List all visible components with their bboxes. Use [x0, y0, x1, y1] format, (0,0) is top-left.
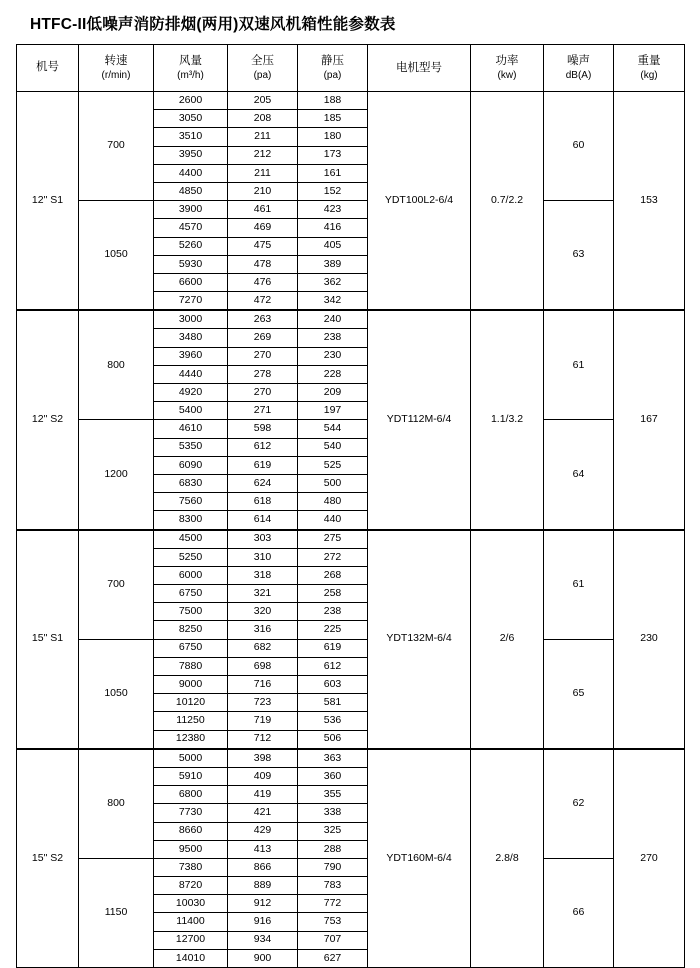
cell-total-pressure: 716: [228, 676, 298, 694]
cell-speed: 1150: [79, 858, 154, 967]
cell-static-pressure: 338: [298, 804, 368, 822]
cell-static-pressure: 161: [298, 164, 368, 182]
cell-static-pressure: 603: [298, 676, 368, 694]
cell-total-pressure: 682: [228, 639, 298, 657]
cell-total-pressure: 624: [228, 474, 298, 492]
table-row: [17, 858, 685, 876]
cell-static-pressure: 188: [298, 92, 368, 110]
cell-static-pressure: 185: [298, 110, 368, 128]
cell-speed: 700: [79, 530, 154, 640]
table-body: [17, 92, 685, 968]
cell-airflow: 12700: [154, 931, 228, 949]
cell-static-pressure: 544: [298, 420, 368, 438]
cell-total-pressure: 934: [228, 931, 298, 949]
cell-static-pressure: 540: [298, 438, 368, 456]
column-header-weight: 重量 (kg): [614, 45, 685, 92]
cell-static-pressure: 209: [298, 384, 368, 402]
cell-power: 2.8/8: [471, 749, 544, 968]
cell-noise: 63: [544, 201, 614, 311]
cell-static-pressure: 480: [298, 493, 368, 511]
column-header-model-no: 机号: [17, 45, 79, 92]
cell-airflow: 3900: [154, 201, 228, 219]
table-row: [17, 530, 685, 549]
cell-model-no: 15" S1: [17, 530, 79, 749]
cell-airflow: 7730: [154, 804, 228, 822]
cell-airflow: 5000: [154, 749, 228, 768]
cell-total-pressure: 303: [228, 530, 298, 549]
cell-total-pressure: 712: [228, 730, 298, 749]
cell-total-pressure: 263: [228, 310, 298, 329]
cell-motor-model: YDT160M-6/4: [368, 749, 471, 968]
cell-total-pressure: 698: [228, 657, 298, 675]
cell-static-pressure: 238: [298, 329, 368, 347]
cell-static-pressure: 342: [298, 292, 368, 311]
cell-static-pressure: 355: [298, 786, 368, 804]
cell-airflow: 3510: [154, 128, 228, 146]
cell-airflow: 11400: [154, 913, 228, 931]
cell-total-pressure: 271: [228, 402, 298, 420]
cell-airflow: 2600: [154, 92, 228, 110]
cell-airflow: 3950: [154, 146, 228, 164]
cell-total-pressure: 475: [228, 237, 298, 255]
cell-static-pressure: 288: [298, 840, 368, 858]
cell-total-pressure: 472: [228, 292, 298, 311]
cell-static-pressure: 238: [298, 603, 368, 621]
column-header-total-pressure: 全压 (pa): [228, 45, 298, 92]
cell-motor-model: YDT100L2-6/4: [368, 92, 471, 311]
cell-static-pressure: 783: [298, 877, 368, 895]
cell-total-pressure: 461: [228, 201, 298, 219]
cell-airflow: 3960: [154, 347, 228, 365]
cell-static-pressure: 389: [298, 255, 368, 273]
cell-speed: 800: [79, 749, 154, 859]
cell-airflow: 6750: [154, 639, 228, 657]
page-title: HTFC-II低噪声消防排烟(两用)双速风机箱性能参数表: [30, 16, 396, 33]
cell-airflow: 4500: [154, 530, 228, 549]
cell-noise: 65: [544, 639, 614, 749]
cell-total-pressure: 270: [228, 347, 298, 365]
cell-static-pressure: 197: [298, 402, 368, 420]
cell-weight: 230: [614, 530, 685, 749]
cell-airflow: 9500: [154, 840, 228, 858]
cell-static-pressure: 405: [298, 237, 368, 255]
cell-static-pressure: 707: [298, 931, 368, 949]
cell-total-pressure: 598: [228, 420, 298, 438]
cell-total-pressure: 212: [228, 146, 298, 164]
cell-airflow: 4440: [154, 365, 228, 383]
cell-airflow: 4400: [154, 164, 228, 182]
cell-motor-model: YDT132M-6/4: [368, 530, 471, 749]
cell-static-pressure: 152: [298, 182, 368, 200]
cell-static-pressure: 525: [298, 456, 368, 474]
cell-total-pressure: 478: [228, 255, 298, 273]
cell-airflow: 8250: [154, 621, 228, 639]
cell-airflow: 5400: [154, 402, 228, 420]
cell-static-pressure: 268: [298, 566, 368, 584]
cell-static-pressure: 790: [298, 858, 368, 876]
cell-total-pressure: 421: [228, 804, 298, 822]
cell-static-pressure: 581: [298, 694, 368, 712]
cell-airflow: 6800: [154, 786, 228, 804]
cell-airflow: 5250: [154, 548, 228, 566]
table-row: [17, 201, 685, 219]
cell-total-pressure: 210: [228, 182, 298, 200]
cell-model-no: 12" S1: [17, 92, 79, 311]
cell-airflow: 6830: [154, 474, 228, 492]
cell-airflow: 10030: [154, 895, 228, 913]
cell-static-pressure: 500: [298, 474, 368, 492]
cell-static-pressure: 423: [298, 201, 368, 219]
column-header-power: 功率 (kw): [471, 45, 544, 92]
cell-total-pressure: 429: [228, 822, 298, 840]
cell-total-pressure: 618: [228, 493, 298, 511]
cell-speed: 1050: [79, 201, 154, 311]
cell-total-pressure: 320: [228, 603, 298, 621]
cell-static-pressure: 240: [298, 310, 368, 329]
cell-total-pressure: 318: [228, 566, 298, 584]
cell-total-pressure: 419: [228, 786, 298, 804]
cell-static-pressure: 362: [298, 273, 368, 291]
cell-static-pressure: 275: [298, 530, 368, 549]
cell-static-pressure: 180: [298, 128, 368, 146]
column-header-noise: 噪声 dB(A): [544, 45, 614, 92]
cell-airflow: 12380: [154, 730, 228, 749]
cell-total-pressure: 619: [228, 456, 298, 474]
cell-static-pressure: 272: [298, 548, 368, 566]
cell-model-no: 15" S2: [17, 749, 79, 968]
cell-total-pressure: 614: [228, 511, 298, 530]
cell-total-pressure: 866: [228, 858, 298, 876]
cell-total-pressure: 916: [228, 913, 298, 931]
cell-static-pressure: 440: [298, 511, 368, 530]
cell-airflow: 4610: [154, 420, 228, 438]
cell-airflow: 7880: [154, 657, 228, 675]
cell-airflow: 8720: [154, 877, 228, 895]
table-row: [17, 92, 685, 110]
cell-total-pressure: 211: [228, 128, 298, 146]
cell-airflow: 7380: [154, 858, 228, 876]
cell-airflow: 7270: [154, 292, 228, 311]
fan-performance-table: [16, 44, 685, 968]
cell-static-pressure: 536: [298, 712, 368, 730]
cell-static-pressure: 619: [298, 639, 368, 657]
cell-power: 0.7/2.2: [471, 92, 544, 311]
column-header-static-pressure: 静压 (pa): [298, 45, 368, 92]
cell-static-pressure: 612: [298, 657, 368, 675]
cell-airflow: 6600: [154, 273, 228, 291]
cell-speed: 1050: [79, 639, 154, 749]
cell-airflow: 5260: [154, 237, 228, 255]
cell-airflow: 4570: [154, 219, 228, 237]
table-row: [17, 420, 685, 438]
table-row: [17, 310, 685, 329]
cell-airflow: 6750: [154, 585, 228, 603]
cell-total-pressure: 912: [228, 895, 298, 913]
cell-speed: 700: [79, 92, 154, 201]
cell-total-pressure: 205: [228, 92, 298, 110]
cell-airflow: 3480: [154, 329, 228, 347]
table-row: [17, 749, 685, 768]
cell-static-pressure: 416: [298, 219, 368, 237]
cell-airflow: 8300: [154, 511, 228, 530]
cell-airflow: 14010: [154, 949, 228, 967]
table-header: [17, 45, 685, 92]
cell-airflow: 10120: [154, 694, 228, 712]
table-row: [17, 639, 685, 657]
cell-airflow: 4920: [154, 384, 228, 402]
cell-static-pressure: 363: [298, 749, 368, 768]
header-row: [17, 45, 685, 92]
cell-static-pressure: 173: [298, 146, 368, 164]
cell-airflow: 9000: [154, 676, 228, 694]
cell-total-pressure: 409: [228, 767, 298, 785]
cell-airflow: 5930: [154, 255, 228, 273]
cell-weight: 153: [614, 92, 685, 311]
cell-total-pressure: 398: [228, 749, 298, 768]
cell-static-pressure: 225: [298, 621, 368, 639]
cell-total-pressure: 316: [228, 621, 298, 639]
cell-static-pressure: 228: [298, 365, 368, 383]
cell-total-pressure: 889: [228, 877, 298, 895]
cell-airflow: 6090: [154, 456, 228, 474]
cell-noise: 64: [544, 420, 614, 530]
cell-total-pressure: 270: [228, 384, 298, 402]
column-header-speed: 转速 (r/min): [79, 45, 154, 92]
cell-total-pressure: 269: [228, 329, 298, 347]
cell-total-pressure: 612: [228, 438, 298, 456]
cell-airflow: 5910: [154, 767, 228, 785]
cell-total-pressure: 413: [228, 840, 298, 858]
cell-power: 1.1/3.2: [471, 310, 544, 529]
column-header-airflow: 风量 (m³/h): [154, 45, 228, 92]
column-header-motor-model: 电机型号: [368, 45, 471, 92]
cell-airflow: 8660: [154, 822, 228, 840]
cell-model-no: 12" S2: [17, 310, 79, 529]
cell-static-pressure: 360: [298, 767, 368, 785]
cell-static-pressure: 506: [298, 730, 368, 749]
cell-weight: 167: [614, 310, 685, 529]
cell-airflow: 7560: [154, 493, 228, 511]
cell-total-pressure: 719: [228, 712, 298, 730]
cell-noise: 66: [544, 858, 614, 967]
cell-noise: 60: [544, 92, 614, 201]
cell-static-pressure: 753: [298, 913, 368, 931]
cell-airflow: 3000: [154, 310, 228, 329]
cell-total-pressure: 208: [228, 110, 298, 128]
cell-static-pressure: 230: [298, 347, 368, 365]
cell-total-pressure: 310: [228, 548, 298, 566]
cell-static-pressure: 772: [298, 895, 368, 913]
cell-noise: 61: [544, 530, 614, 640]
cell-speed: 800: [79, 310, 154, 420]
cell-motor-model: YDT112M-6/4: [368, 310, 471, 529]
cell-weight: 270: [614, 749, 685, 968]
cell-speed: 1200: [79, 420, 154, 530]
cell-static-pressure: 627: [298, 949, 368, 967]
cell-static-pressure: 258: [298, 585, 368, 603]
cell-airflow: 6000: [154, 566, 228, 584]
cell-total-pressure: 469: [228, 219, 298, 237]
cell-total-pressure: 476: [228, 273, 298, 291]
cell-airflow: 7500: [154, 603, 228, 621]
cell-total-pressure: 321: [228, 585, 298, 603]
cell-airflow: 3050: [154, 110, 228, 128]
cell-airflow: 11250: [154, 712, 228, 730]
cell-airflow: 4850: [154, 182, 228, 200]
cell-airflow: 5350: [154, 438, 228, 456]
cell-power: 2/6: [471, 530, 544, 749]
cell-total-pressure: 211: [228, 164, 298, 182]
cell-static-pressure: 325: [298, 822, 368, 840]
cell-noise: 61: [544, 310, 614, 420]
cell-total-pressure: 278: [228, 365, 298, 383]
cell-noise: 62: [544, 749, 614, 859]
cell-total-pressure: 723: [228, 694, 298, 712]
cell-total-pressure: 900: [228, 949, 298, 967]
